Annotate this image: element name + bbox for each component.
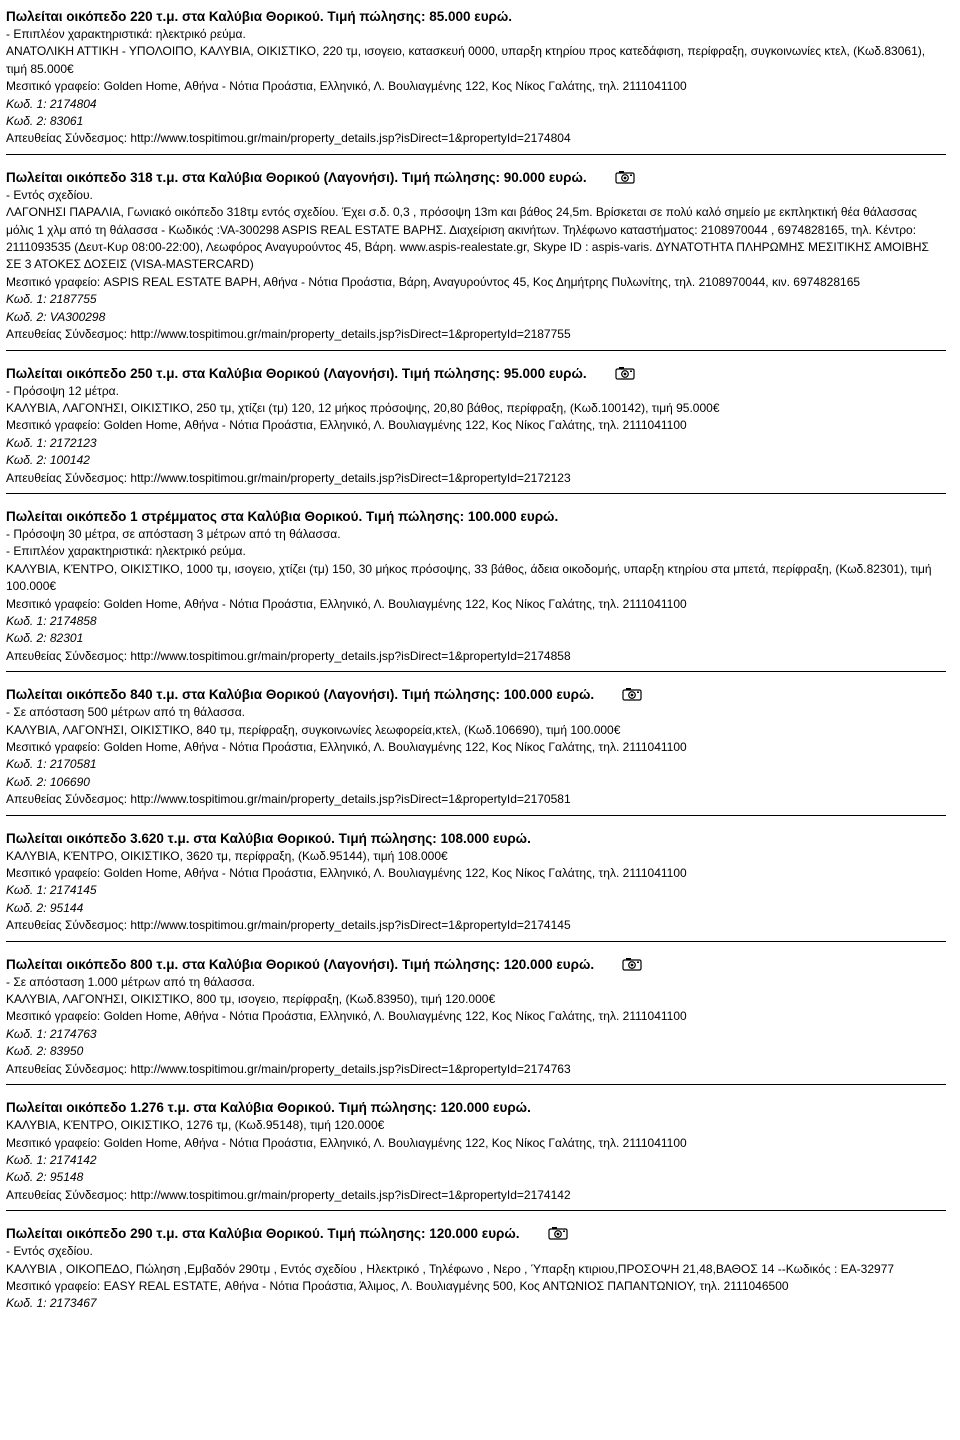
listing-detail: - Σε απόσταση 500 μέτρων από τη θάλασσα. [6, 705, 245, 720]
direct-link[interactable]: Απευθείας Σύνδεσμος: http://www.tospitimou.gr/main/property_details.jsp?isDirect=1&propertyId=2174142 [6, 1187, 571, 1202]
code-2: Κωδ. 2: 95144 [6, 900, 84, 915]
code-1: Κωδ. 1: 2173467 [6, 1296, 97, 1311]
listing-detail: ΚΑΛΥΒΙΑ , ΟΙΚΟΠΕΔΟ, Πώληση ,Εμβαδόν 290τμ , Εντός σχεδίου , Ηλεκτρικό , Τηλέφωνο , Νερο , Ύπαρξη κτιριου,ΠΡΟΣΟΨΗ 21,48,ΒΑΘΟΣ 14 --Κωδικός : ΕΑ-32977 [6, 1261, 895, 1276]
listing-detail: ΚΑΛΥΒΙΑ, ΛΑΓΟΝΉΣΙ, ΟΙΚΙΣΤΙΚΟ, 250 τμ, χτίζει (τμ) 120, 12 μήκος πρόσοψης, 20,80 βάθος, περίφραξη, (Κωδ.100142), τιμή 95.000€ [6, 400, 720, 415]
listing-entry [6, 686, 946, 815]
direct-link[interactable]: Απευθείας Σύνδεσμος: http://www.tospitimou.gr/main/property_details.jsp?isDirect=1&propertyId=2174145 [6, 918, 571, 933]
code-1: Κωδ. 1: 2174858 [6, 613, 97, 628]
listing-title-text: Πωλείται οικόπεδο 250 τ.μ. στα Καλύβια Θορικού (Λαγονήσι). Τιμή πώλησης: 95.000 ευρώ. [6, 365, 587, 381]
listing-title [6, 956, 946, 974]
listing-detail: ΚΑΛΥΒΙΑ, ΚΈΝΤΡΟ, ΟΙΚΙΣΤΙΚΟ, 1276 τμ, (Κωδ.95148), τιμή 120.000€ [6, 1118, 385, 1133]
listing-detail: - Πρόσοψη 12 μέτρα. [6, 383, 119, 398]
code-1: Κωδ. 1: 2174145 [6, 883, 97, 898]
camera-icon[interactable] [622, 957, 642, 971]
listing-detail: ΚΑΛΥΒΙΑ, ΚΈΝΤΡΟ, ΟΙΚΙΣΤΙΚΟ, 1000 τμ, ισογειο, χτίζει (τμ) 150, 30 μήκος πρόσοψης, 33 βάθος, άδεια οικοδομής, υπαρξη κτηρίου στα μπετά, περίφραξη, (Κωδ.82301), τιμή 100.000€ [6, 561, 932, 594]
listing-title [6, 8, 946, 26]
listing-detail: - Πρόσοψη 30 μέτρα, σε απόσταση 3 μέτρων από τη θάλασσα. [6, 526, 341, 541]
listing-title-text: Πωλείται οικόπεδο 318 τ.μ. στα Καλύβια Θορικού (Λαγονήσι). Τιμή πώλησης: 90.000 ευρώ. [6, 169, 587, 185]
camera-icon[interactable] [615, 170, 635, 184]
listing-title [6, 508, 946, 526]
listing-title [6, 830, 946, 848]
listing-detail: Μεσιτικό γραφείο: Golden Home, Αθήνα - Νότια Προάστια, Ελληνικό, Λ. Βουλιαγμένης 122, Κος Νίκος Γαλάτης, τηλ. 2111041100 [6, 596, 687, 611]
listing-title-text: Πωλείται οικόπεδο 3.620 τ.μ. στα Καλύβια Θορικού. Τιμή πώλησης: 108.000 ευρώ. [6, 830, 531, 846]
listing-detail: Μεσιτικό γραφείο: EASY REAL ESTATE, Αθήνα - Νότια Προάστια, Άλιμος, Λ. Βουλιαγμένης 500, Κος ΑΝΤΩΝΙΟΣ ΠΑΠΑΝΤΩΝΙΟΥ, τηλ. 2111046500 [6, 1278, 789, 1293]
code-2: Κωδ. 2: 100142 [6, 453, 90, 468]
direct-link[interactable]: Απευθείας Σύνδεσμος: http://www.tospitimou.gr/main/property_details.jsp?isDirect=1&propertyId=2170581 [6, 792, 571, 807]
listing-detail: - Εντός σχεδίου. [6, 187, 93, 202]
listing-title-text: Πωλείται οικόπεδο 800 τ.μ. στα Καλύβια Θορικού (Λαγονήσι). Τιμή πώλησης: 120.000 ευρώ. [6, 956, 595, 972]
code-2: Κωδ. 2: 106690 [6, 774, 90, 789]
listing-detail: ΛΑΓΟΝΗΣΙ ΠΑΡΑΛΙΑ, Γωνιακό οικόπεδο 318τμ εντός σχεδίου. Έχει σ.δ. 0,3 , πρόσοψη 13m και βάθος 24,5m. Βρίσκεται σε πολύ καλό σημείο με εκπληκτική θέα θάλασσας μόλις 1 χλμ από τη θάλασσα - Κωδικός :VA-300298 ASPIS REAL ESTATE ΒΑΡΗΣ. Διαχείριση ακινήτων. Τηλέφωνο καταστήματος: 2108970044 , 6974828165, τηλ. Κέντρο: 2111093535 (Δευτ-Κυρ 08:00-22:00), Λεωφόρος Αναγυρούντος 45, Βάρη. www.aspis-realestate.gr, Skype ID : aspis-varis. ΔΥΝΑΤΟΤΗΤΑ ΠΛΗΡΩΜΗΣ ΜΕΣΙΤΙΚΗΣ ΑΜΟΙΒΗΣ ΣΕ 3 ΑΤΟΚΕΣ ΔΟΣΕΙΣ (VISA-MASTERCARD) [6, 205, 929, 272]
code-2: Κωδ. 2: 82301 [6, 631, 84, 646]
code-2: Κωδ. 2: 95148 [6, 1170, 84, 1185]
listing-detail: Μεσιτικό γραφείο: Golden Home, Αθήνα - Νότια Προάστια, Ελληνικό, Λ. Βουλιαγμένης 122, Κος Νίκος Γαλάτης, τηλ. 2111041100 [6, 1135, 687, 1150]
listing-detail: Μεσιτικό γραφείο: Golden Home, Αθήνα - Νότια Προάστια, Ελληνικό, Λ. Βουλιαγμένης 122, Κος Νίκος Γαλάτης, τηλ. 2111041100 [6, 866, 687, 881]
listing-title [6, 1225, 946, 1243]
listing-title [6, 169, 946, 187]
listing-title [6, 365, 946, 383]
listing-entry [6, 1099, 946, 1211]
code-2: Κωδ. 2: VA300298 [6, 309, 106, 324]
listing-entry [6, 1225, 946, 1319]
code-1: Κωδ. 1: 2174763 [6, 1026, 97, 1041]
listing-detail: - Επιπλέον χαρακτηριστικά: ηλεκτρικό ρεύμα. [6, 544, 246, 559]
code-2: Κωδ. 2: 83950 [6, 1044, 84, 1059]
listing-detail: ΚΑΛΥΒΙΑ, ΚΈΝΤΡΟ, ΟΙΚΙΣΤΙΚΟ, 3620 τμ, περίφραξη, (Κωδ.95144), τιμή 108.000€ [6, 848, 448, 863]
code-1: Κωδ. 1: 2187755 [6, 292, 97, 307]
code-1: Κωδ. 1: 2170581 [6, 757, 97, 772]
listing-entry [6, 8, 946, 155]
code-1: Κωδ. 1: 2174142 [6, 1152, 97, 1167]
camera-icon[interactable] [548, 1226, 568, 1240]
listing-detail: Μεσιτικό γραφείο: Golden Home, Αθήνα - Νότια Προάστια, Ελληνικό, Λ. Βουλιαγμένης 122, Κος Νίκος Γαλάτης, τηλ. 2111041100 [6, 740, 687, 754]
listing-detail: Μεσιτικό γραφείο: Golden Home, Αθήνα - Νότια Προάστια, Ελληνικό, Λ. Βουλιαγμένης 122, Κος Νίκος Γαλάτης, τηλ. 2111041100 [6, 79, 687, 94]
code-1: Κωδ. 1: 2174804 [6, 96, 97, 111]
listing-title-text: Πωλείται οικόπεδο 290 τ.μ. στα Καλύβια Θορικού. Τιμή πώλησης: 120.000 ευρώ. [6, 1226, 520, 1242]
camera-icon[interactable] [622, 687, 642, 701]
listing-title [6, 1099, 946, 1117]
listing-entry [6, 956, 946, 1085]
direct-link[interactable]: Απευθείας Σύνδεσμος: http://www.tospitimou.gr/main/property_details.jsp?isDirect=1&propertyId=2174858 [6, 648, 571, 663]
direct-link[interactable]: Απευθείας Σύνδεσμος: http://www.tospitimou.gr/main/property_details.jsp?isDirect=1&propertyId=2174804 [6, 131, 571, 146]
camera-icon[interactable] [615, 366, 635, 380]
listing-title-text: Πωλείται οικόπεδο 220 τ.μ. στα Καλύβια Θορικού. Τιμή πώλησης: 85.000 ευρώ. [6, 9, 513, 24]
listing-entry [6, 830, 946, 942]
direct-link[interactable]: Απευθείας Σύνδεσμος: http://www.tospitimou.gr/main/property_details.jsp?isDirect=1&propertyId=2187755 [6, 327, 571, 342]
code-1: Κωδ. 1: 2172123 [6, 435, 97, 450]
listing-entry [6, 365, 946, 494]
listing-title-text: Πωλείται οικόπεδο 1 στρέμματος στα Καλύβια Θορικού. Τιμή πώλησης: 100.000 ευρώ. [6, 508, 559, 524]
listing-detail: Μεσιτικό γραφείο: Golden Home, Αθήνα - Νότια Προάστια, Ελληνικό, Λ. Βουλιαγμένης 122, Κος Νίκος Γαλάτης, τηλ. 2111041100 [6, 418, 687, 433]
listing-detail: - Σε απόσταση 1.000 μέτρων από τη θάλασσα. [6, 974, 255, 989]
listing-detail: ΑΝΑΤΟΛΙΚΗ ΑΤΤΙΚΗ - ΥΠΟΛΟΙΠΟ, ΚΑΛΥΒΙΑ, ΟΙΚΙΣΤΙΚΟ, 220 τμ, ισογειο, κατασκευή 0000, υπαρξη κτηρίου προς κατεδάφιση, περίφραξη, συγκοινωνίες κτελ, (Κωδ.83061), τιμή 85.000€ [6, 44, 926, 76]
direct-link[interactable]: Απευθείας Σύνδεσμος: http://www.tospitimou.gr/main/property_details.jsp?isDirect=1&propertyId=2174763 [6, 1061, 571, 1076]
direct-link[interactable]: Απευθείας Σύνδεσμος: http://www.tospitimou.gr/main/property_details.jsp?isDirect=1&propertyId=2172123 [6, 470, 571, 485]
listing-detail: ΚΑΛΥΒΙΑ, ΛΑΓΟΝΉΣΙ, ΟΙΚΙΣΤΙΚΟ, 840 τμ, περίφραξη, συγκοινωνίες λεωφορεία,κτελ, (Κωδ.106690), τιμή 100.000€ [6, 722, 621, 737]
listing-detail: Μεσιτικό γραφείο: ASPIS REAL ESTATE ΒΑΡΗ, Αθήνα - Νότια Προάστια, Βάρη, Αναγυρούντος 45, Κος Δημήτρης Πυλωνίτης, τηλ. 2108970044, κιν. 6974828165 [6, 274, 861, 289]
listing-detail: - Εντός σχεδίου. [6, 1244, 93, 1259]
listing-title [6, 686, 946, 704]
listing-entry [6, 508, 946, 672]
code-2: Κωδ. 2: 83061 [6, 114, 84, 129]
listing-entry [6, 169, 946, 351]
listing-detail: ΚΑΛΥΒΙΑ, ΛΑΓΟΝΉΣΙ, ΟΙΚΙΣΤΙΚΟ, 800 τμ, ισογειο, περίφραξη, (Κωδ.83950), τιμή 120.000€ [6, 992, 496, 1007]
listing-title-text: Πωλείται οικόπεδο 1.276 τ.μ. στα Καλύβια Θορικού. Τιμή πώλησης: 120.000 ευρώ. [6, 1100, 531, 1116]
listing-detail: Μεσιτικό γραφείο: Golden Home, Αθήνα - Νότια Προάστια, Ελληνικό, Λ. Βουλιαγμένης 122, Κος Νίκος Γαλάτης, τηλ. 2111041100 [6, 1009, 687, 1024]
listing-detail: - Επιπλέον χαρακτηριστικά: ηλεκτρικό ρεύμα. [6, 27, 246, 41]
listing-title-text: Πωλείται οικόπεδο 840 τ.μ. στα Καλύβια Θορικού (Λαγονήσι). Τιμή πώλησης: 100.000 ευρώ. [6, 687, 595, 703]
